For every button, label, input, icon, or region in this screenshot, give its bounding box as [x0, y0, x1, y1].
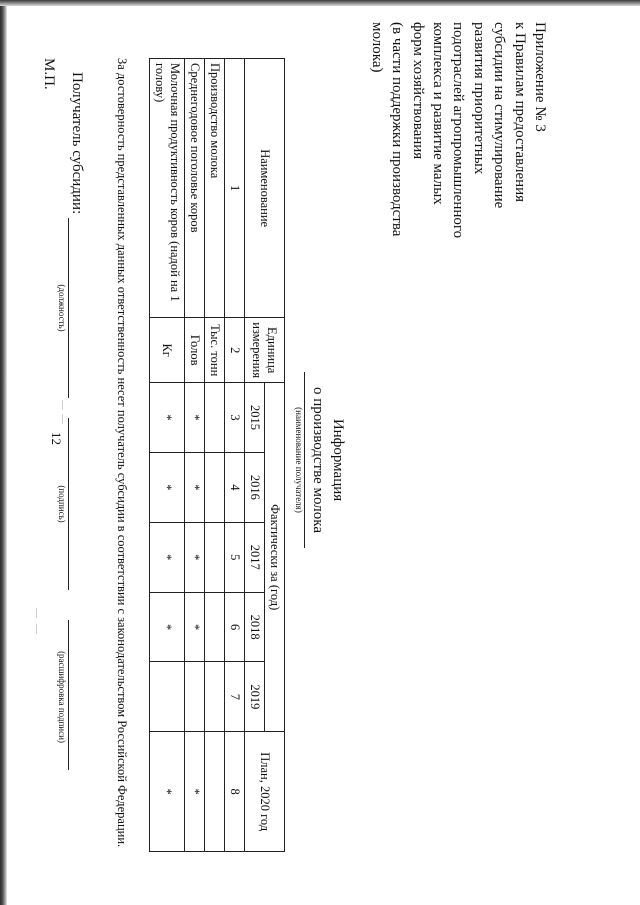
- appendix-line: молока): [368, 22, 385, 73]
- column-number: 7: [225, 662, 245, 732]
- appendix-line: развития приоритетных: [470, 22, 487, 175]
- appendix-line: подотраслей агропромышленного: [450, 22, 467, 239]
- column-number-row: [225, 59, 245, 852]
- row-unit: Голов: [185, 318, 205, 383]
- row-value: [205, 662, 225, 732]
- table-header-row: [265, 59, 285, 852]
- header-name: Наименование: [245, 59, 285, 318]
- row-value: *: [150, 732, 185, 852]
- appendix-line: Приложение № 3: [532, 22, 548, 132]
- row-name: Среднегодовое поголовье коров: [185, 59, 205, 318]
- row-name: Производство молока: [205, 59, 225, 318]
- row-value: [150, 662, 185, 732]
- appendix-line: к Правилам предоставления: [511, 22, 528, 203]
- row-value: *: [150, 522, 185, 592]
- row-value: *: [150, 592, 185, 662]
- header-plan: План, 2020 год: [245, 732, 285, 852]
- header-year: 2015: [245, 383, 265, 453]
- signature-line: [68, 418, 69, 590]
- appendix-header: [366, 22, 550, 362]
- appendix-line: (в части поддержки производства: [389, 22, 406, 237]
- column-number: 8: [225, 732, 245, 852]
- table-row: [205, 59, 225, 852]
- row-value: *: [185, 732, 205, 852]
- row-value: [205, 383, 225, 453]
- row-value: [185, 662, 205, 732]
- row-value: *: [185, 383, 205, 453]
- position-line: [68, 218, 69, 398]
- name-line: [68, 620, 69, 770]
- header-year: 2017: [245, 522, 265, 592]
- column-number: 5: [225, 522, 245, 592]
- table-row: [150, 59, 185, 852]
- header-actual: Фактически за (год): [265, 383, 285, 732]
- header-year: 2016: [245, 452, 265, 522]
- appendix-line: субсидии на стимулирование: [491, 22, 508, 209]
- row-value: *: [185, 452, 205, 522]
- appendix-line: форм хозяйствования: [409, 22, 426, 160]
- page-number: 12: [49, 432, 64, 445]
- row-name: Молочная продуктивность коров (надой на 1 голову): [150, 59, 185, 318]
- row-value: [205, 592, 225, 662]
- row-unit: Тыс. тонн: [205, 318, 225, 383]
- column-number: 1: [225, 59, 245, 318]
- column-number: 2: [225, 318, 245, 383]
- row-value: *: [185, 522, 205, 592]
- title-line-1: Информация: [330, 418, 346, 502]
- milk-production-table: [149, 58, 285, 852]
- header-year: 2018: [245, 592, 265, 662]
- row-value: [205, 522, 225, 592]
- title-line-2: о производстве молока: [310, 386, 326, 534]
- row-value: [205, 452, 225, 522]
- position-hint: (должность): [57, 284, 67, 332]
- row-value: *: [150, 383, 185, 453]
- row-unit: Кг: [150, 318, 185, 383]
- signature-hint: (подпись): [57, 485, 67, 523]
- header-year: 2019: [245, 662, 265, 732]
- recipient-label: Получатель субсидии:: [69, 72, 85, 215]
- column-number: 6: [225, 592, 245, 662]
- row-value: *: [185, 592, 205, 662]
- header-unit: Единица измерения: [245, 318, 285, 383]
- row-value: [205, 732, 225, 852]
- column-number: 4: [225, 452, 245, 522]
- column-number: 3: [225, 383, 245, 453]
- name-hint: (расшифровка подписи): [57, 651, 67, 743]
- disclaimer-text: За достоверность представленных данных ответственность несет получатель субсидии в соответствии с законодательством Российской Федерации.: [115, 58, 129, 848]
- recipient-name-hint: (наименование получателя): [294, 407, 304, 513]
- appendix-line: комплекса и развитие малых: [429, 22, 446, 205]
- stamp-place: М.П.: [41, 58, 57, 90]
- row-value: *: [150, 452, 185, 522]
- recipient-name-line: [304, 372, 315, 548]
- table-row: [185, 59, 205, 852]
